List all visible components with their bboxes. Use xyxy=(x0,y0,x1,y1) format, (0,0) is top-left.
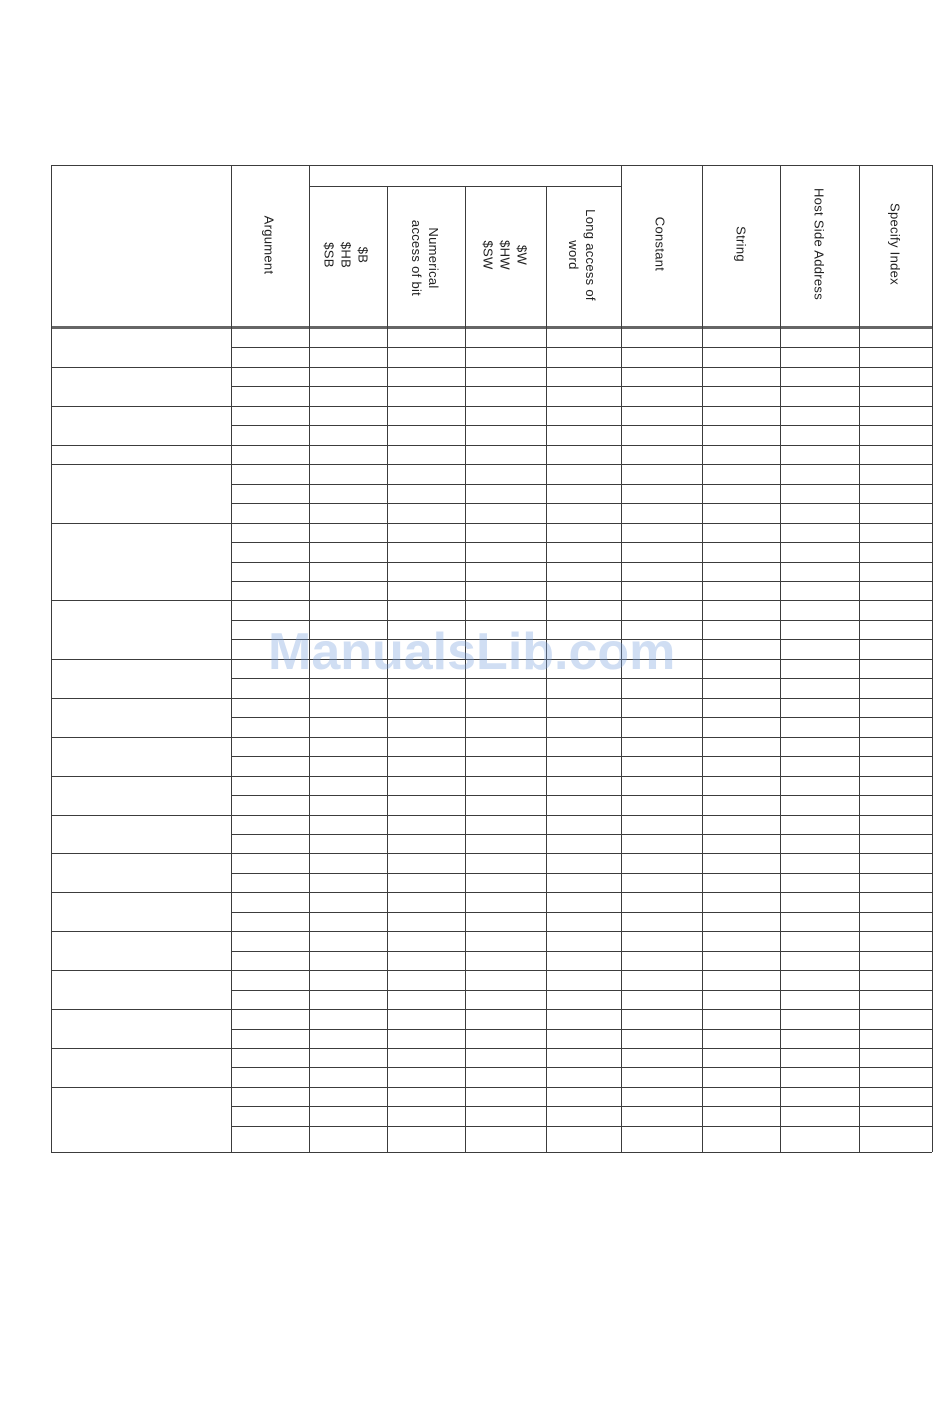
row-group-line xyxy=(51,892,932,893)
row-group-line xyxy=(51,445,932,446)
row-group-line xyxy=(51,737,932,738)
header-bit-types: $B $HB $SB xyxy=(321,241,371,269)
row-line xyxy=(231,484,932,485)
row-group-line xyxy=(51,406,932,407)
table-top-border xyxy=(51,165,932,166)
row-line xyxy=(231,1126,932,1127)
header-word-types: $W $HW $SW xyxy=(480,240,530,270)
row-line xyxy=(231,795,932,796)
header-host-side-address: Host Side Address xyxy=(811,187,827,301)
row-line xyxy=(231,1106,932,1107)
column-line xyxy=(932,165,933,1152)
watermark: ManualsLib.com xyxy=(268,623,676,681)
row-group-line xyxy=(51,815,932,816)
row-group-line xyxy=(51,853,932,854)
row-line xyxy=(231,581,932,582)
row-group-line xyxy=(51,600,932,601)
row-line xyxy=(231,347,932,348)
row-group-line xyxy=(51,464,932,465)
row-line xyxy=(231,503,932,504)
row-group-line xyxy=(51,1009,932,1010)
row-line xyxy=(231,1029,932,1030)
row-group-line xyxy=(51,698,932,699)
table-bottom-border xyxy=(51,1152,932,1153)
row-line xyxy=(231,542,932,543)
row-line xyxy=(231,990,932,991)
row-line xyxy=(231,1067,932,1068)
row-group-line xyxy=(51,1087,932,1088)
row-line xyxy=(231,425,932,426)
header-numerical-access-of-bit: Numerical access of bit xyxy=(409,219,441,297)
row-line xyxy=(231,756,932,757)
row-group-line xyxy=(51,523,932,524)
row-group-line xyxy=(51,970,932,971)
header-long-access-of-word: Long access of word xyxy=(566,209,598,301)
row-line xyxy=(231,834,932,835)
header-bottom-border xyxy=(51,326,932,329)
header-constant: Constant xyxy=(652,216,668,272)
header-argument: Argument xyxy=(261,215,277,275)
row-line xyxy=(231,873,932,874)
header-specify-index: Specify Index xyxy=(887,203,903,285)
row-line xyxy=(231,912,932,913)
row-line xyxy=(231,951,932,952)
row-line xyxy=(231,620,932,621)
row-line xyxy=(231,717,932,718)
row-group-line xyxy=(51,776,932,777)
row-line xyxy=(231,562,932,563)
header-string: String xyxy=(733,226,749,262)
row-line xyxy=(231,386,932,387)
row-group-line xyxy=(51,1048,932,1049)
row-group-line xyxy=(51,367,932,368)
row-group-line xyxy=(51,931,932,932)
